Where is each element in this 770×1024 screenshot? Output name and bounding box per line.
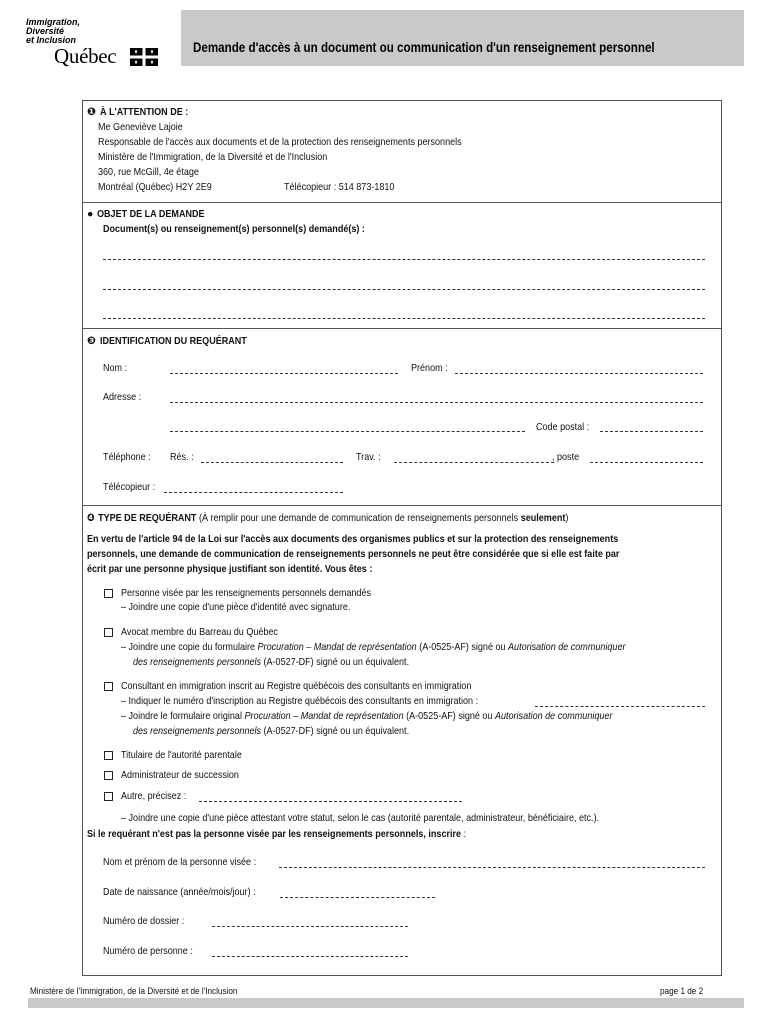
code-postal-field[interactable]	[600, 431, 703, 432]
poste-label: , poste	[552, 451, 580, 463]
requested-documents-label: Document(s) ou renseignement(s) personnel(s) demandé(s) :	[103, 223, 365, 235]
checkbox-administrateur[interactable]	[104, 771, 113, 780]
requested-documents-line-3[interactable]	[103, 318, 705, 319]
checkbox-avocat[interactable]	[104, 628, 113, 637]
telephone-trav-label: Trav. :	[356, 451, 381, 463]
checkbox-personne-visee[interactable]	[104, 589, 113, 598]
section-type-heading	[87, 512, 647, 525]
telecopieur-field[interactable]	[164, 492, 343, 493]
dept-line-3: et Inclusion	[26, 35, 77, 45]
adresse-label: Adresse :	[103, 391, 142, 403]
dept-line-2: Diversité	[26, 26, 65, 36]
section-object-title: OBJET DE LA DEMANDE	[97, 208, 205, 220]
option-autre-label: Autre, précisez :	[121, 790, 187, 802]
footer-bar	[28, 998, 744, 1008]
adresse-field-2[interactable]	[170, 431, 525, 432]
recipient-city: Montréal (Québec) H2Y 2E9	[98, 181, 212, 193]
option-autorite-parentale-label: Titulaire de l'autorité parentale	[121, 749, 242, 761]
section-type-note-bold: seulement	[520, 512, 566, 524]
option-personne-visee-label: Personne visée par les renseignements personnels demandés	[121, 587, 371, 599]
footer-page-number: page 1 de 2	[660, 986, 704, 997]
recipient-role: Responsable de l'accès aux documents et de la protection des renseignements personnels	[98, 136, 462, 148]
dept-line-1: Immigration,	[26, 17, 81, 27]
option-avocat-instructions: – Joindre une copie du formulaire Procuration – Mandat de représentation (A-0525-AF) signé ou Autorisation de communiquer	[121, 641, 626, 653]
section-number-4-icon: ❹	[87, 512, 95, 524]
section-divider	[82, 505, 722, 506]
quebec-logo	[26, 18, 176, 70]
legal-intro-line-1: En vertu de l'article 94 de la Loi sur l'accès aux documents des organismes publics et sur la protection des renseignements	[87, 533, 619, 545]
nom-prenom-vise-label: Nom et prénom de la personne visée :	[103, 856, 257, 868]
section-attention-heading	[87, 106, 203, 119]
quebec-wordmark: Québec	[54, 44, 117, 68]
nom-prenom-vise-field[interactable]	[279, 867, 705, 868]
numero-personne-label: Numéro de personne :	[103, 945, 193, 957]
checkbox-consultant[interactable]	[104, 682, 113, 691]
autre-precisez-field[interactable]	[199, 801, 462, 802]
footer-ministry: Ministère de l'Immigration, de la Diversité et de l'Inclusion	[30, 986, 238, 997]
section-divider	[82, 328, 722, 329]
recipient-ministry: Ministère de l'Immigration, de la Diversité et de l'Inclusion	[98, 151, 328, 163]
option-administrateur-label: Administrateur de succession	[121, 769, 239, 781]
section-divider	[82, 202, 722, 203]
fleur-de-lis-flag-icon	[130, 48, 158, 66]
date-naissance-label: Date de naissance (année/mois/jour) :	[103, 886, 256, 898]
numero-personne-field[interactable]	[212, 956, 408, 957]
telephone-trav-field[interactable]	[394, 462, 554, 463]
section-object-heading	[87, 208, 222, 221]
option-consultant-instructions: – Joindre le formulaire original Procuration – Mandat de représentation (A-0525-AF) signé ou Autorisation de communiquer	[121, 710, 613, 722]
requested-documents-line-1[interactable]	[103, 259, 705, 260]
numero-dossier-label: Numéro de dossier :	[103, 915, 185, 927]
telephone-label: Téléphone :	[103, 451, 151, 463]
section-type-note-suffix: )	[565, 512, 569, 524]
telecopieur-label: Télécopieur :	[103, 481, 156, 493]
section-number-3-icon: ❸	[87, 335, 96, 347]
section-number-2-icon: ●	[87, 208, 94, 220]
nom-field[interactable]	[170, 373, 398, 374]
prenom-label: Prénom :	[411, 362, 448, 374]
poste-field[interactable]	[590, 462, 703, 463]
checkbox-autorite-parentale[interactable]	[104, 751, 113, 760]
section-attention-title: À L'ATTENTION DE :	[99, 106, 189, 118]
form-title: Demande d'accès à un document ou communication d'un renseignement personnel	[193, 40, 655, 55]
recipient-fax: Télécopieur : 514 873-1810	[284, 181, 395, 193]
option-consultant-instructions-cont: des renseignements personnels (A-0527-DF) signé ou un équivalent.	[133, 725, 410, 737]
telephone-res-label: Rés. :	[170, 451, 194, 463]
recipient-street: 360, rue McGill, 4e étage	[98, 166, 199, 178]
option-personne-visee-instructions: – Joindre une copie d'une pièce d'identité avec signature.	[121, 601, 351, 613]
code-postal-label: Code postal :	[536, 421, 590, 433]
consultant-registry-number-field[interactable]	[535, 706, 705, 707]
option-avocat-instructions-cont: des renseignements personnels (A-0527-DF) signé ou un équivalent.	[133, 656, 410, 668]
requested-documents-line-2[interactable]	[103, 289, 705, 290]
telephone-res-field[interactable]	[201, 462, 343, 463]
nom-label: Nom :	[103, 362, 128, 374]
option-consultant-label: Consultant en immigration inscrit au Registre québécois des consultants en immigration	[121, 680, 472, 692]
legal-intro-line-3: écrit par une personne physique justifiant son identité. Vous êtes :	[87, 563, 373, 575]
section-type-title: TYPE DE REQUÉRANT	[98, 512, 197, 524]
section-type-note-prefix: (À remplir pour une demande de communication de renseignements personnels	[198, 512, 521, 524]
checkbox-autre[interactable]	[104, 792, 113, 801]
section-number-1-icon: ❶	[87, 106, 96, 118]
numero-dossier-field[interactable]	[212, 926, 408, 927]
section-identification-heading	[87, 335, 271, 348]
form-title-bar	[181, 10, 744, 66]
option-autre-instructions: – Joindre une copie d'une pièce attestant votre statut, selon le cas (autorité parentale, administrateur, bénéficiaire, etc.).	[121, 812, 600, 824]
date-naissance-field[interactable]	[280, 897, 435, 898]
option-avocat-label: Avocat membre du Barreau du Québec	[121, 626, 278, 638]
recipient-name: Me Geneviève Lajoie	[98, 121, 183, 133]
if-not-person-heading: Si le requérant n'est pas la personne visée par les renseignements personnels, inscrire :	[87, 828, 467, 840]
prenom-field[interactable]	[455, 373, 703, 374]
option-consultant-registry-label: – Indiquer le numéro d'inscription au Registre québécois des consultants en immigration :	[121, 695, 479, 707]
adresse-field-1[interactable]	[170, 402, 703, 403]
legal-intro-line-2: personnels, une demande de communication de renseignements personnels ne peut être considérée que si elle est faite par	[87, 548, 620, 560]
section-identification-title: IDENTIFICATION DU REQUÉRANT	[99, 335, 247, 347]
